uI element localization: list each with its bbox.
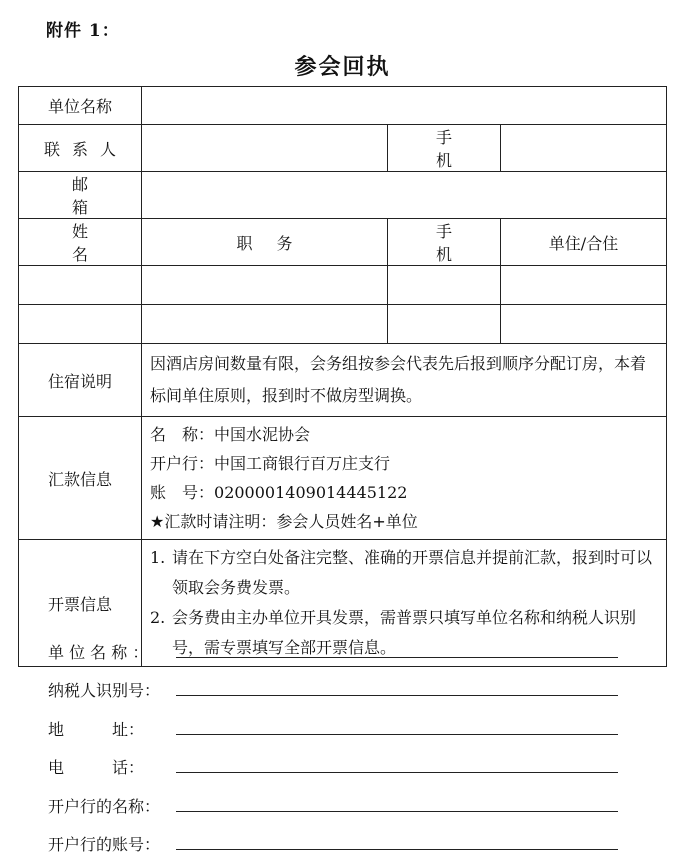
contact-mobile-label: 手机 [388,125,501,172]
blank-phone-label: 电 话： [48,758,145,777]
blank-address [48,705,618,744]
email-field[interactable] [142,172,667,219]
attendee-room-cell[interactable] [501,305,667,344]
remittance-note-text: 汇款时请注明：参会人员姓名+单位 [164,512,418,531]
blank-address-label: 地 址： [48,719,145,739]
contact-field[interactable] [142,125,388,172]
blank-bank-name [48,782,618,821]
blank-bank-name-label: 开户行的名称： [48,796,161,816]
blank-unit-name-line[interactable] [176,656,618,658]
remittance-row [19,417,667,540]
col-name-header: 姓名 [19,219,142,266]
accommodation-row [19,344,667,417]
contact-mobile-field[interactable] [501,125,667,172]
accommodation-label: 住宿说明 [19,344,142,417]
invoice-item-number: 2. [150,608,166,627]
blank-phone-line[interactable] [176,771,618,773]
attendee-room-cell[interactable] [501,266,667,305]
remittance-details [142,417,667,540]
blank-bank-account-label: 开户行的账号： [48,835,161,854]
unit-name-label: 单位名称 [19,87,142,125]
blank-address-line[interactable] [176,733,618,735]
blank-bank-account-line[interactable] [176,848,618,850]
invoice-item-text: 会务费由主办单位开具发票，需普票只填写单位名称和纳税人识别号，需专票填写全部开票信息。 [172,608,637,657]
attendee-row [19,305,667,344]
payee-name-line: 名 称：中国水泥协会 [150,425,311,444]
account-label: 账 号： [150,483,215,502]
invoice-item-number: 1. [150,548,166,567]
remittance-note [150,507,660,536]
attendee-position-cell[interactable] [142,305,388,344]
account-number: 0200001409014445122 [214,483,408,502]
blank-tax-id-label: 纳税人识别号： [48,681,161,700]
contact-label: 联系人 [19,125,142,172]
attendee-header-row [19,219,667,266]
attendee-mobile-cell[interactable] [388,305,501,344]
accommodation-text: 因酒店房间数量有限，会务组按参会代表先后报到顺序分配订房，本着标间单住原则，报到时不做房型调换。 [142,344,667,417]
page-title: 参会回执 [294,54,391,80]
blank-phone [48,744,618,783]
unit-name-field[interactable] [142,87,667,125]
invoice-label: 开票信息 [19,540,142,667]
registration-table [18,86,667,667]
remittance-label: 汇款信息 [19,417,142,540]
bank-line: 开户行：中国工商银行百万庄支行 [150,454,391,473]
attendee-name-cell[interactable] [19,305,142,344]
star-icon: ★ [150,512,165,531]
blank-unit-name [48,628,618,667]
blank-tax-id-line[interactable] [176,694,618,696]
attendee-mobile-cell[interactable] [388,266,501,305]
col-room-header: 单住/合住 [501,219,667,266]
col-position-header: 职务 [142,219,388,266]
blank-tax-id [48,667,618,706]
email-label: 邮箱 [19,172,142,219]
blank-bank-account [48,821,618,860]
attendee-position-cell[interactable] [142,266,388,305]
col-mobile-header: 手机 [388,219,501,266]
contact-row [19,125,667,172]
blank-bank-name-line[interactable] [176,810,618,812]
invoice-item-text: 请在下方空白处备注完整、准确的开票信息并提前汇款，报到时可以领取会务费发票。 [172,548,653,597]
attachment-label: 附件 1： [46,21,120,41]
email-row [19,172,667,219]
attendee-name-cell[interactable] [19,266,142,305]
account-line [150,478,660,507]
invoice-blanks [48,628,618,859]
invoice-item [150,543,660,603]
attendee-row [19,266,667,305]
unit-name-row [19,87,667,125]
blank-unit-name-label: 单 位 名 称 ： [48,642,149,662]
